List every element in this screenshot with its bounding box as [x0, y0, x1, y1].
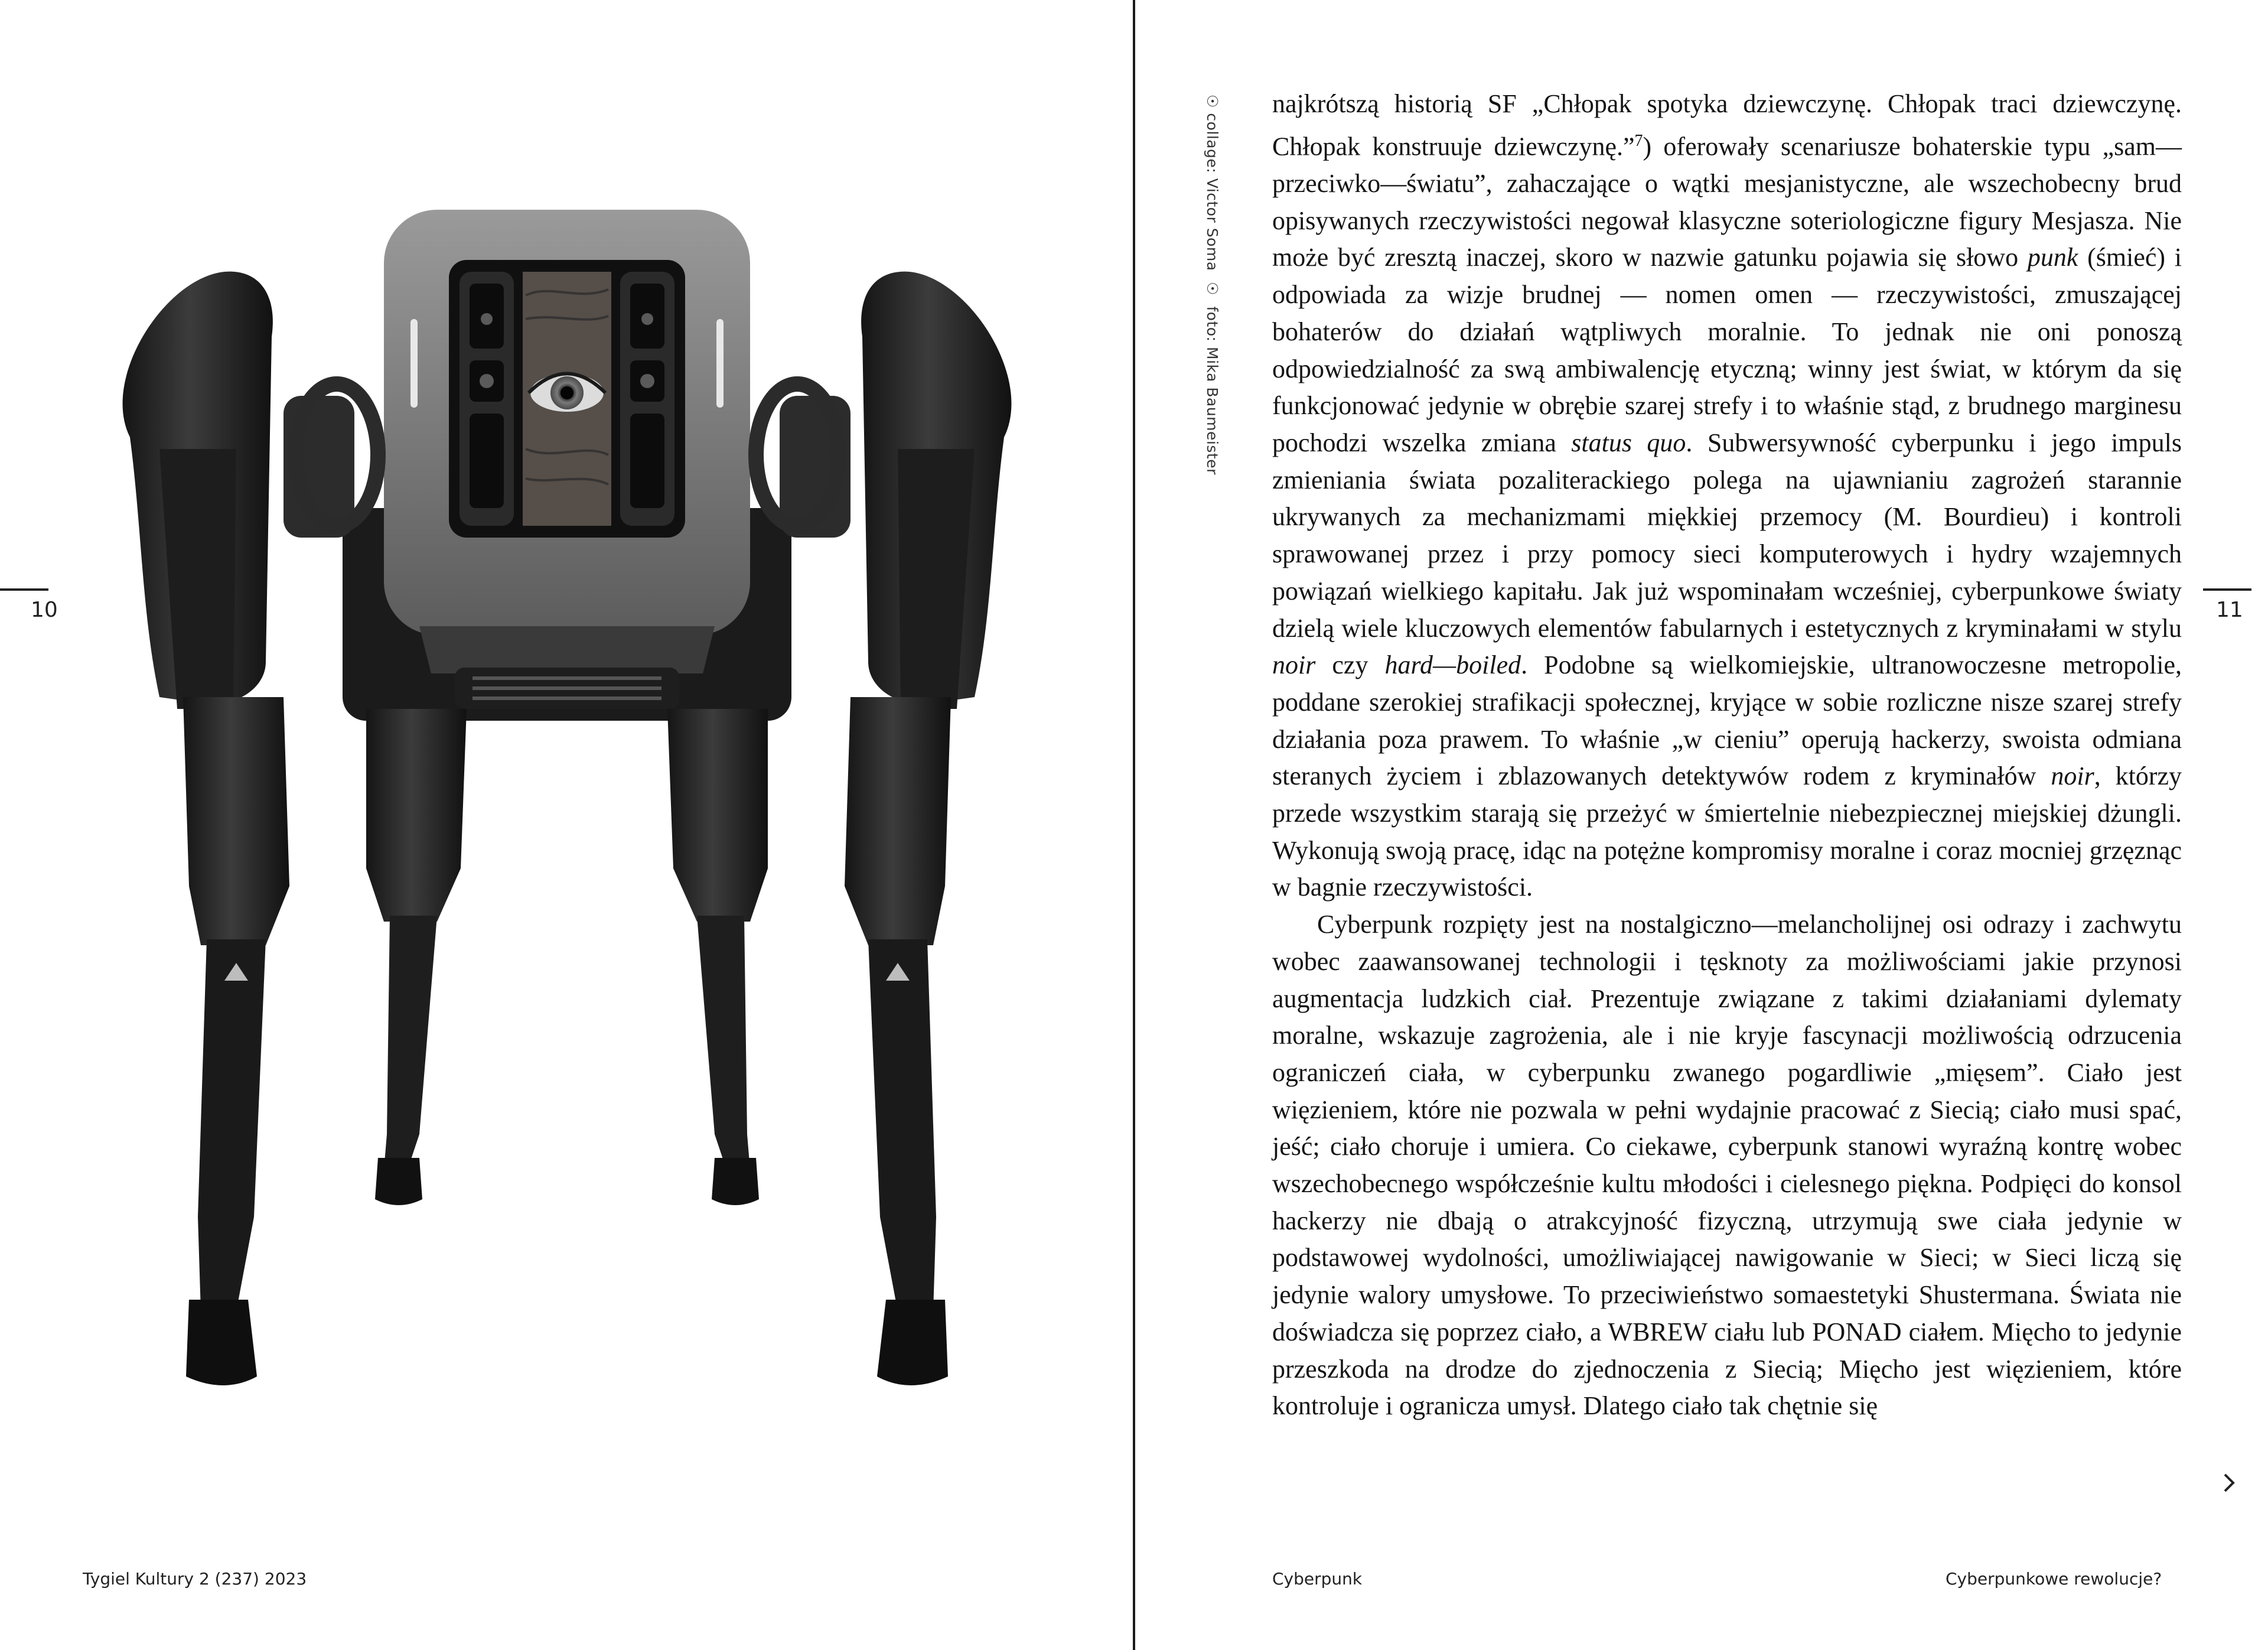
paragraph-2: Cyberpunk rozpięty jest na nostalgiczno—melancholijnej osi odrazy i zachwytu wobec zaawansowanej technologii i tęsknoty za możliwościami jakie przynosi augmentacja ludzkich ciał. Prezentuje związane z takimi działaniami dylematy moralne, wskazuje zagrożenia, ale i nie kryje fascynacji możliwością odrzucenia ograniczeń ciała, w cyberpunku zwanego pogardliwie „mięsem”. Ciało jest więzieniem, które nie pozwala w pełni wydajnie pracować z Siecią; ciało musi spać, jeść; ciało choruje i umiera. Co ciekawe, cyberpunk stanowi wyraźną kontrę wobec wszechobecnego współcześnie kultu młodości i cielesnego piękna. Podpięci do konsol hackerzy nie dbają o atrakcyjność fizyczną, utrzymują swe ciała jedynie w podstawowej wydolności, umożliwiającej nawigowanie w Sieci; w Sieci liczą się jedynie walory umysłowe. To przeciwieństwo somaestetyki Shustermana. Świata nie doświadcza się poprzez ciało, a WBREW ciału lub PONAD ciałem. Mięcho to jedynie przeszkoda na drodze do zjednoczenia z Siecią; Mięcho jest więzieniem, które kontroluje i ogranicza umysł. Dlatego ciało tak chętnie się — [1272, 910, 2182, 1421]
running-footer-section: Cyberpunk — [1272, 1569, 1363, 1589]
paragraph-1 — [1272, 86, 2182, 906]
italic-term: noir — [2051, 761, 2094, 791]
italic-term: punk — [2027, 243, 2078, 272]
running-footer-left: Tygiel Kultury 2 (237) 2023 — [83, 1569, 307, 1589]
robot-dog-collage — [89, 201, 1045, 1471]
photo-credit — [1204, 95, 1221, 475]
circle-dot-icon: ☉ — [1204, 282, 1221, 296]
circle-dot-icon: ☉ — [1204, 95, 1221, 108]
chevron-right-icon[interactable] — [2217, 1471, 2241, 1495]
page-number-right: 11 — [2216, 598, 2243, 622]
text-run: , którzy przede wszystkim starają się przeżyć w śmiertelnie niebezpiecznej miejskiej dżungli. Wykonują swoją pracę, idąc na potężne kompromisy moralne i coraz mocniej grzęznąc w bagnie rzeczywistości. — [1272, 761, 2182, 902]
text-run: . Subwersywność cyberpunku i jego impuls zmieniania świata pozaliterackiego polega na ujawnianiu zagrożeń starannie ukrywanych za mechanizmami miękkiej przemocy (M. Bourdieu) i kontroli sprawowanej przez i przy pomocy sieci komputerowych i hydry wzajemnych powiązań wielkiego kapitału. Jak już wspominałam wcześniej, cyberpunkowe światy dzielą wiele kluczowych elementów fabularnych i estetycznych z kryminałami w stylu — [1272, 428, 2182, 643]
italic-term: hard—boiled — [1384, 650, 1521, 680]
left-page — [0, 0, 1133, 1650]
page-marker-left — [0, 588, 48, 591]
italic-term: noir — [1272, 650, 1316, 680]
italic-term: status quo — [1571, 428, 1686, 457]
text-run: . Podobne są wielkomiejskie, ultranowoczesne metropolie, poddane szerokiej strafikacji społecznej, kryjące w sobie rozliczne nisze szarej strefy działania poza prawem. To właśnie „w cieniu” operują hackerzy, swoista odmiana steranych życiem i zblazowanych detektywów rodem z kryminałów — [1272, 650, 2182, 791]
footnote-ref: 7 — [1634, 131, 1643, 150]
running-footer-title: Cyberpunkowe rewolucje? — [1946, 1569, 2162, 1589]
text-run: (śmieć) i odpowiada za wizje brudnej — nomen omen — rzeczywistości, zmuszającej bohaterów do działań wątpliwych moralnie. To jednak nie oni ponoszą odpowiedzialność za swą ambiwalencję etyczną; winny jest świat, w którym da się funkcjonować jedynie w obrębie szarej strefy i to właśnie stąd, z brudnego marginesu pochodzi wszelka zmiana — [1272, 243, 2182, 457]
text-run: ) oferowały scenariusze bohaterskie typu „sam—przeciwko—światu”, zahaczające o wątki mesjanistyczne, ale wszechobecny brud opisywanych rzeczywistości negował klasyczne soteriologiczne figury Mesjasza. Nie może być zresztą inaczej, skoro w nazwie gatunku pojawia się słowo — [1272, 132, 2182, 272]
text-run: najkrótszą historią SF „Chłopak spotyka dziewczynę. Chłopak traci dziewczynę. Chłopak konstruuje dziewczynę.” — [1272, 89, 2182, 161]
article-body — [1272, 86, 2182, 1425]
credit-collage: collage: Victor Soma — [1204, 113, 1221, 271]
credit-photo: foto: Mika Baumeister — [1204, 306, 1221, 475]
page-marker-right — [2203, 588, 2251, 591]
page-number-left: 10 — [31, 598, 58, 622]
text-run: czy — [1315, 650, 1385, 680]
